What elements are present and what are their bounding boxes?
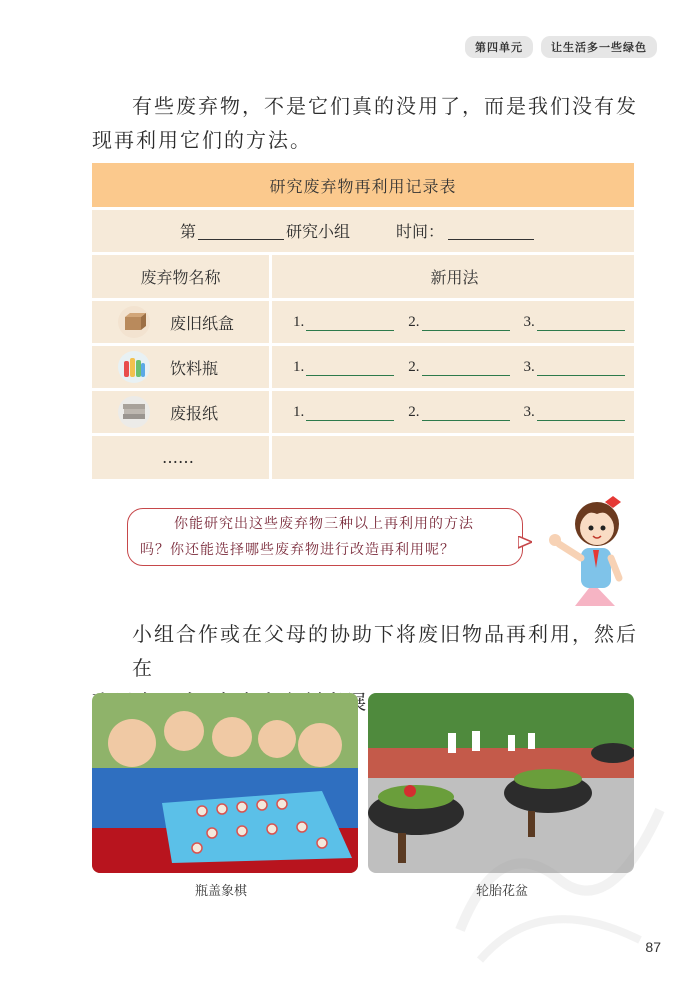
answer-2-field[interactable] <box>422 315 510 331</box>
chapter-header <box>465 36 657 58</box>
cardboard-box-icon <box>118 306 150 338</box>
table-row <box>92 388 634 433</box>
answer-3-field[interactable] <box>537 405 625 421</box>
col-use-header: 新用法 <box>430 268 479 287</box>
intro-paragraph <box>92 89 652 157</box>
photo-caption: 轮胎花盆 <box>476 884 529 899</box>
girl-illustration <box>543 488 629 608</box>
answer-fields: 1. 2. 3. <box>293 359 639 376</box>
table-title: 研究废弃物再利用记录表 <box>92 163 634 207</box>
answer-3-field[interactable] <box>537 360 625 376</box>
item-name: 废报纸 <box>170 403 219 423</box>
item-name: 饮料瓶 <box>170 358 219 378</box>
bubble-tail <box>518 536 532 550</box>
topic-tag: 让生活多一些绿色 <box>541 36 657 58</box>
table-row <box>92 343 634 388</box>
speech-bubble <box>127 508 523 566</box>
bubble-line-1: 你能研究出这些废弃物三种以上再利用的方法 <box>174 516 474 532</box>
answer-fields: 1. 2. 3. <box>293 314 639 331</box>
activity-line-1: 小组合作或在父母的协助下将废旧物品再利用，然后在 <box>132 622 638 680</box>
time-field[interactable] <box>448 222 534 240</box>
table-header-row <box>92 252 634 298</box>
group-row <box>92 207 634 251</box>
intro-line-2: 现再利用它们的方法。 <box>92 128 312 152</box>
group-number-field[interactable] <box>198 222 284 240</box>
item-name: 废旧纸盒 <box>170 313 235 333</box>
bubble-line-2: 吗？你还能选择哪些废弃物进行改造再利用呢？ <box>140 542 455 558</box>
time-label: 时间： <box>396 222 445 241</box>
group-suffix: 研究小组 <box>286 222 351 241</box>
col-name-header: 废弃物名称 <box>92 255 272 298</box>
drink-bottles-icon <box>118 351 150 383</box>
newspaper-stack-icon <box>118 396 150 428</box>
answer-3-field[interactable] <box>537 315 625 331</box>
photo-bottle-cap-chess <box>92 693 358 873</box>
intro-line-1: 有些废弃物，不是它们真的没用了，而是我们没有发 <box>132 94 638 118</box>
table-row <box>92 298 634 343</box>
watermark-logo <box>440 770 680 970</box>
ellipsis-cell: …… <box>92 436 272 479</box>
answer-1-field[interactable] <box>306 315 394 331</box>
record-table <box>92 163 634 479</box>
photo-caption: 瓶盖象棋 <box>195 884 248 899</box>
answer-1-field[interactable] <box>306 405 394 421</box>
answer-fields: 1. 2. 3. <box>293 404 639 421</box>
answer-2-field[interactable] <box>422 360 510 376</box>
page-number: 87 <box>645 939 661 955</box>
table-row <box>92 433 634 479</box>
unit-tag: 第四单元 <box>465 36 533 58</box>
answer-1-field[interactable] <box>306 360 394 376</box>
group-prefix: 第 <box>180 222 197 241</box>
answer-2-field[interactable] <box>422 405 510 421</box>
